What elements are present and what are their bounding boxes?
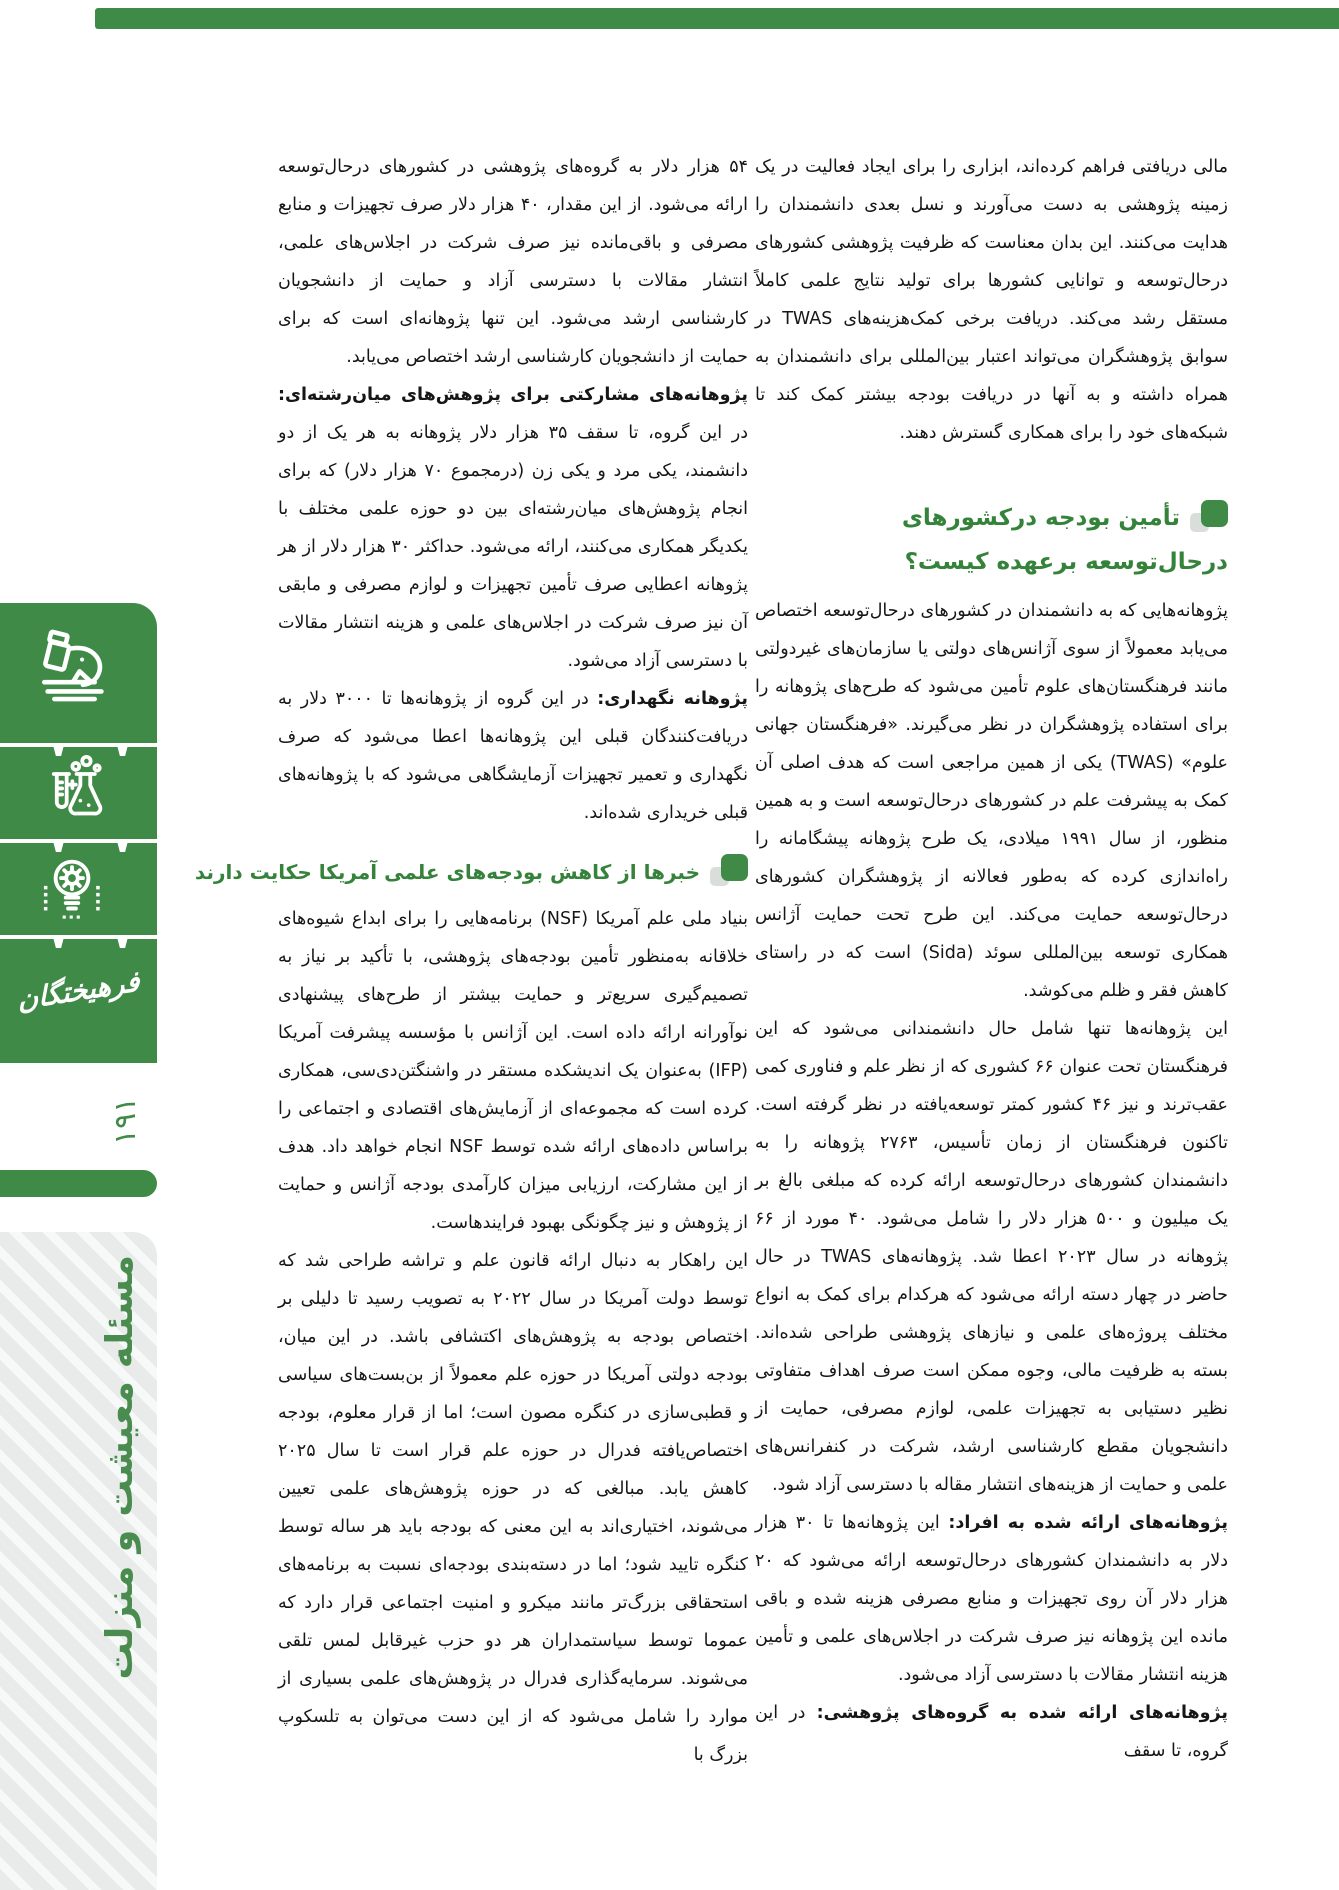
paragraph [278,900,748,1242]
paragraph [755,1010,1228,1504]
paragraph [755,592,1228,1010]
brand-logo [0,939,157,1042]
heading-square-green [1201,500,1228,527]
sidebar-accent-bar [0,1170,157,1197]
paragraph-lead: پژوهانه‌های ارائه شده به افراد: [948,1513,1229,1533]
paragraph-text: این راهکار به دنبال ارائه قانون علم و تراشه طراحی شد که توسط دولت آمریکا در سال ۲۰۲۲ به تصویب رسید تا دلیلی بر اختصاص بودجه به پژوهش‌های اکتشافی باشد. در این میان، بودجه دولتی آمریکا در حوزه علم معمولاً از بن‌بست‌های سیاسی و قطبی‌سازی در کنگره مصون است؛ اما از قرار معلوم، بودجه اختصاص‌یافته فدرال در حوزه علم قرار است تا سال ۲۰۲۵ کاهش یابد. مبالغی که در حوزه پژوهش‌های علمی تعیین می‌شوند، اختیاری‌اند به این معنی که بودجه باید هر ساله توسط کنگره تایید شود؛ اما در دسته‌بندی بودجه‌ای نسبت به برنامه‌های استحقاقی بزرگ‌تر مانند میکرو و امنیت اجتماعی قرار دارد که عموما توسط سیاستمداران هر دو حزب غیرقابل لمس تلقی می‌شوند. سرمایه‌گذاری فدرال در پژوهش‌های علمی بسیاری از موارد را شامل می‌شود که از این دست می‌توان به تلسکوپ بزرگ با [278,1251,748,1765]
paragraph-text: در این گروه از پژوهانه‌ها تا ۳۰۰۰ دلار به دریافت‌کنندگان قبلی این پژوهانه‌ها اعطا می‌شود که صرف نگهداری و تعمیر تجهیزات آزمایشگاهی می‌شود که با پژوهانه‌های قبلی خریداری شده‌اند. [278,689,748,823]
column-right [755,148,1228,1770]
paragraph-text: مالی دریافتی فراهم کرده‌اند، ابزاری را برای ایجاد فعالیت در یک زمینه پژوهشی به دست می‌آورند و نسل بعدی دانشمندان را هدایت می‌کنند. این بدان معناست که ظرفیت پژوهشی کشورهای درحال‌توسعه و توانایی کشورها برای تولید نتایج علمی کاملاً مستقل رشد می‌کند. دریافت برخی کمک‌هزینه‌های TWAS در سوابق پژوهشگران می‌تواند اعتبار بین‌المللی برای دانشمندان به همراه داشته و به آنها در دریافت بودجه بیشتر کمک کند تا شبکه‌های خود را برای همکاری گسترش دهند. [755,157,1228,443]
paragraph [755,148,1228,452]
shelf-divider [0,839,157,843]
paragraph-text: بنیاد ملی علم آمریکا (NSF) برنامه‌هایی را برای ابداع شیوه‌های خلاقانه به‌منظور تأمین بودجه‌های پژوهشی، با تأکید بر نیاز به تصمیم‌گیری سریع‌تر و حمایت بیشتر از طرح‌های پیشنهادی نوآورانه ارائه داده است. این آژانس با مؤسسه پیشرفت آمریکا (IFP) به‌عنوان یک اندیشکده مستقر در واشنگتن‌دی‌سی، همکاری کرده است که مجموعه‌ای از آزمایش‌های اقتصادی و اجتماعی را براساس داده‌های ارائه شده توسط NSF انجام خواهد داد. هدف از این مشارکت، ارزیابی میزان کارآمدی بودجه آژانس و حمایت از پژوهش و نیز چگونگی بهبود فرایندهاست. [278,909,749,1233]
heading-square-icon [1190,500,1228,536]
brand-logo-text: فرهیختگان [16,964,141,1017]
shelf-divider [0,743,157,747]
column-left [194,148,749,1774]
paragraph-text: پژوهانه‌هایی که به دانشمندان در کشورهای درحال‌توسعه اختصاص می‌یابد معمولاً از سوی آژانس‌های دولتی یا سازمان‌های غیردولتی مانند فرهنگستان‌های علوم تأمین می‌شود که طرح‌های پژوهانه را برای استفاده پژوهشگران در نظر می‌گیرند. «فرهنگستان جهانی علوم» (TWAS) یکی از همین مراجعی است که هدف اصلی آن کمک به پیشرفت علم در کشورهای درحال‌توسعه است و به همین منظور، از سال ۱۹۹۱ میلادی، یک طرح پژوهانه پیشگامانه را راه‌اندازی کرده که به‌طور فعالانه از پژوهشگران کشورهای درحال‌توسعه حمایت می‌کند. این طرح تحت حمایت آژانس همکاری توسعه بین‌المللی سوئد (Sida) است که در راستای کاهش فقر و ظلم می‌کوشد. [755,601,1228,1001]
paragraph-lead: پژوهانه‌های مشارکتی برای پژوهش‌های میان‌رشته‌ای: [278,385,748,405]
paragraph [755,1694,1228,1770]
section-heading-block [755,496,1228,584]
heading-square-icon [710,854,748,890]
page-number: ۱۹۱ [108,1096,143,1146]
microscope-icon [0,603,157,743]
section-heading-block [194,850,748,894]
paragraph-text: در این گروه، تا سقف [755,1703,1228,1761]
idea-gear-icon [0,843,157,935]
lab-flasks-icon [0,747,157,839]
paragraph [755,1504,1228,1694]
paragraph-lead: پژوهانه نگهداری: [597,689,748,709]
paragraph-text: ۵۴ هزار دلار به گروه‌های پژوهشی در کشورهای درحال‌توسعه ارائه می‌شود. از این مقدار، ۴۰ هزار دلار صرف تجهیزات و منابع مصرفی و باقی‌مانده نیز صرف شرکت در اجلاس‌های علمی، انتشار مقالات با دسترسی آزاد و حمایت از دانشجویان کارشناسی ارشد می‌شود. این تنها پژوهانه‌ای است که برای حمایت از دانشجویان کارشناسی ارشد اختصاص می‌یابد. [278,157,748,367]
section-heading: تأمین بودجه درکشورهای درحال‌توسعه برعهده کیست؟ [901,505,1228,575]
paragraph [278,376,748,680]
shelf-divider [0,935,157,939]
paragraph-text: این پژوهانه‌ها تنها شامل حال دانشمندانی می‌شود که این فرهنگستان تحت عنوان ۶۶ کشوری که از نظر علم و فناوری کمی عقب‌ترند و نیز ۴۶ کشور کمتر توسعه‌یافته در نظر گرفته است. تاکنون فرهنگستان از زمان تأسیس، ۲۷۶۳ پژوهانه را به دانشمندان کشورهای درحال‌توسعه ارائه کرده که مبلغی بالغ بر یک میلیون و ۵۰۰ هزار دلار را شامل می‌شود. ۴۰ مورد از ۶۶ پژوهانه در سال ۲۰۲۳ اعطا شد. پژوهانه‌های TWAS در حال حاضر در چهار دسته ارائه می‌شود که هرکدام برای کمک به انواع مختلف پروژه‌های علمی و نیازهای پژوهشی طراحی شده‌اند. بسته به ظرفیت مالی، وجوه ممکن است صرف اهداف متفاوتی نظیر دستیابی به تجهیزات علمی، لوازم مصرفی، حمایت از دانشجویان مقطع کارشناسی ارشد، شرکت در کنفرانس‌های علمی و حمایت از هزینه‌های انتشار مقاله با دسترسی آزاد شود. [755,1019,1229,1495]
paragraph [278,1242,748,1774]
section-title: مسئله معیشت و منزلت [98,1255,141,1680]
sidebar-science-panel [0,603,157,1063]
paragraph-text: در این گروه، تا سقف ۳۵ هزار دلار پژوهانه به هر یک از دو دانشمند، یکی مرد و یکی زن (درمجموع ۷۰ هزار دلار) که برای انجام پژوهش‌های میان‌رشته‌ای بین دو حوزه علمی مختلف با یکدیگر همکاری می‌کنند، ارائه می‌شود. حداکثر ۳۰ هزار دلار از هر پژوهانه اعطایی صرف تأمین تجهیزات و لوازم مصرفی و مابقی آن نیز صرف شرکت در اجلاس‌های علمی و هزینه انتشار مقالات با دسترسی آزاد می‌شود. [278,423,749,671]
heading-square-green [721,854,748,881]
paragraph-text: این پژوهانه‌ها تا ۳۰ هزار دلار به دانشمندان کشورهای درحال‌توسعه ارائه می‌شود که ۲۰ هزار دلار آن روی تجهیزات و منابع مصرفی هزینه شده و باقی مانده این پژوهانه نیز صرف شرکت در اجلاس‌های علمی و تأمین هزینه انتشار مقالات با دسترسی آزاد می‌شود. [755,1513,1228,1685]
paragraph-lead: پژوهانه‌های ارائه شده به گروه‌های پژوهشی: [816,1703,1228,1723]
paragraph [278,148,748,376]
top-rule [95,8,1339,29]
paragraph [278,680,748,832]
section-heading: خبرها از کاهش بودجه‌های علمی آمریکا حکایت دارند [194,860,700,884]
